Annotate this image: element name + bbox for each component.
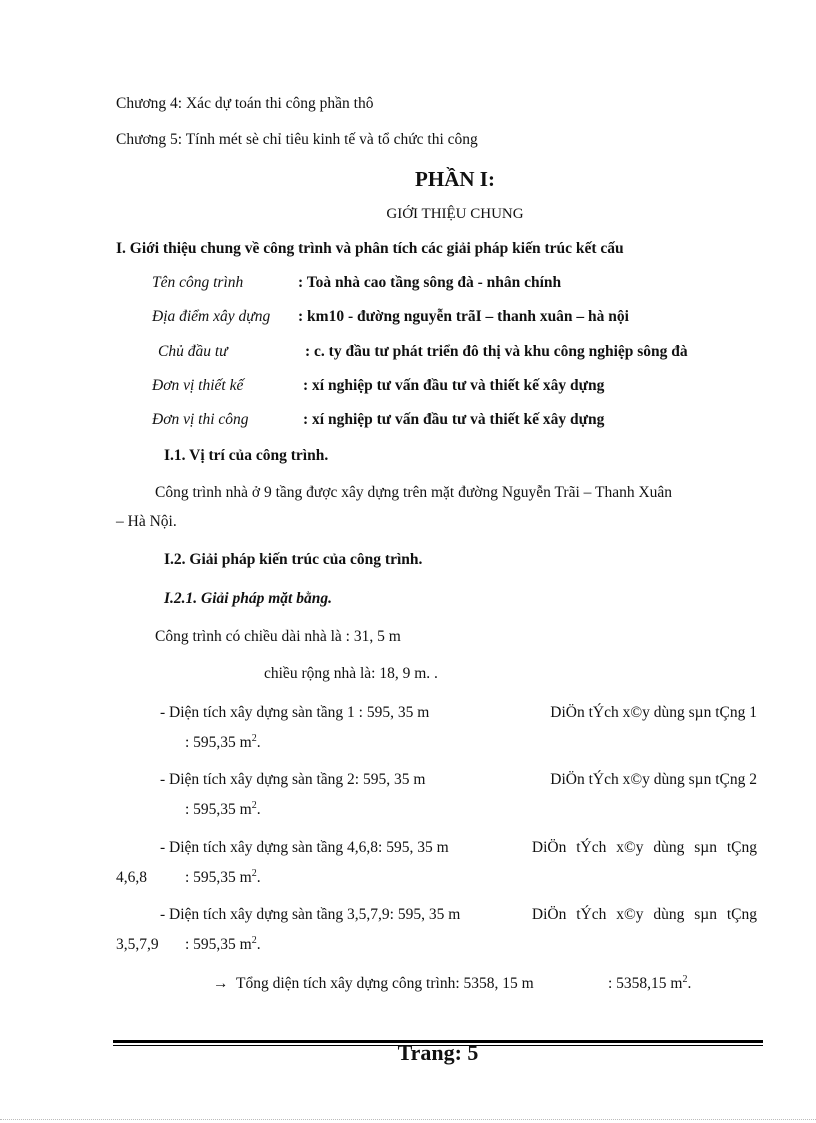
- toc-chapter-4: Chương 4: Xác dự toán thi công phần thô: [116, 95, 374, 112]
- field-label-contractor: Đơn vị thi công: [152, 411, 249, 428]
- field-label-project-name: Tên công trình: [152, 274, 244, 291]
- part-title: PHẦN I:: [415, 167, 495, 191]
- total-value-number: : 5358,15 m: [608, 975, 683, 992]
- area-row-3-left: - Diện tích xây dựng sàn tầng 4,6,8: 595, 35 m: [160, 839, 449, 856]
- area-row-3-value: : 595,35 m: [185, 869, 252, 886]
- section-heading-I2: I.2. Giải pháp kiến trúc của công trình.: [164, 551, 423, 568]
- area-row-4-prefix: 3,5,7,9: [116, 936, 159, 953]
- area-row-1-left: - Diện tích xây dựng sàn tầng 1 : 595, 35 m: [160, 704, 430, 721]
- area-row-1-cont: [185, 733, 261, 753]
- area-row-2-left: - Diện tích xây dựng sàn tầng 2: 595, 35 m: [160, 771, 426, 788]
- field-value-contractor: : xí nghiệp tư vấn đầu tư và thiết kế xây dựng: [303, 411, 605, 428]
- area-row-3-prefix: 4,6,8: [116, 869, 147, 886]
- part-subtitle: GIỚI THIỆU CHUNG: [386, 206, 524, 222]
- total-value-end: .: [687, 975, 692, 992]
- field-label-location: Địa điểm xây dựng: [152, 308, 271, 325]
- area-row-2-end: .: [256, 801, 261, 818]
- toc-chapter-5: Chương 5: Tính mét sè chỉ tiêu kinh tế và tổ chức thi công: [116, 131, 478, 148]
- field-label-investor: Chủ đầu tư: [158, 343, 228, 360]
- section-heading-I1: I.1. Vị trí của công trình.: [164, 447, 329, 464]
- building-length: Công trình có chiều dài nhà là : 31, 5 m: [155, 628, 401, 645]
- area-row-4-left: - Diện tích xây dựng sàn tầng 3,5,7,9: 595, 35 m: [160, 906, 461, 923]
- building-width: chiều rộng nhà là: 18, 9 m. .: [264, 665, 438, 682]
- area-row-4-right: DiÖn tÝch x©y dùng sµn tÇng: [531, 906, 757, 923]
- area-row-1-end: .: [256, 734, 261, 751]
- section-heading-I: I. Giới thiệu chung về công trình và phân tích các giải pháp kiến trúc kết cấu: [116, 240, 624, 257]
- field-value-project-name: : Toà nhà cao tầng sông đà - nhân chính: [298, 274, 562, 291]
- location-paragraph-line1: Công trình nhà ở 9 tầng được xây dựng trên mặt đường Nguyễn Trãi – Thanh Xuân: [155, 484, 673, 501]
- area-row-2-cont: [185, 800, 261, 820]
- page-number-footer: Trang: 5: [397, 1040, 479, 1065]
- section-heading-I21: I.2.1. Giải pháp mặt bằng.: [164, 590, 332, 607]
- total-arrow-icon: →: [213, 975, 229, 992]
- area-row-3-right: DiÖn tÝch x©y dùng sµn tÇng: [531, 839, 757, 856]
- total-value: [608, 974, 691, 994]
- area-row-2-sup: 2: [251, 799, 257, 811]
- area-row-4-sup: 2: [251, 934, 257, 946]
- area-row-3-end: .: [256, 869, 261, 886]
- field-value-designer: : xí nghiệp tư vấn đầu tư và thiết kế xây dựng: [303, 377, 605, 394]
- field-value-location: : km10 - đường nguyễn trãI – thanh xuân – hà nội: [298, 308, 629, 325]
- area-row-3-cont: [185, 868, 261, 888]
- area-row-3-sup: 2: [251, 867, 257, 879]
- location-paragraph-line2: – Hà Nội.: [116, 513, 177, 530]
- total-text: Tổng diện tích xây dựng công trình: 5358, 15 m: [236, 975, 534, 992]
- area-row-1-right: DiÖn tÝch x©y dùng sµn tÇng 1: [550, 704, 757, 721]
- field-value-investor: : c. ty đầu tư phát triển đô thị và khu công nghiệp sông đà: [305, 343, 688, 360]
- area-row-1-value: : 595,35 m: [185, 734, 252, 751]
- area-row-4-value: : 595,35 m: [185, 936, 252, 953]
- field-label-designer: Đơn vị thiết kế: [152, 377, 244, 394]
- page-bottom-border: [0, 1119, 816, 1120]
- area-row-4-end: .: [256, 936, 261, 953]
- total-value-sup: 2: [682, 973, 688, 985]
- area-row-2-value: : 595,35 m: [185, 801, 252, 818]
- area-row-4-cont: [185, 935, 261, 955]
- area-row-2-right: DiÖn tÝch x©y dùng sµn tÇng 2: [550, 771, 757, 788]
- area-row-1-sup: 2: [251, 732, 257, 744]
